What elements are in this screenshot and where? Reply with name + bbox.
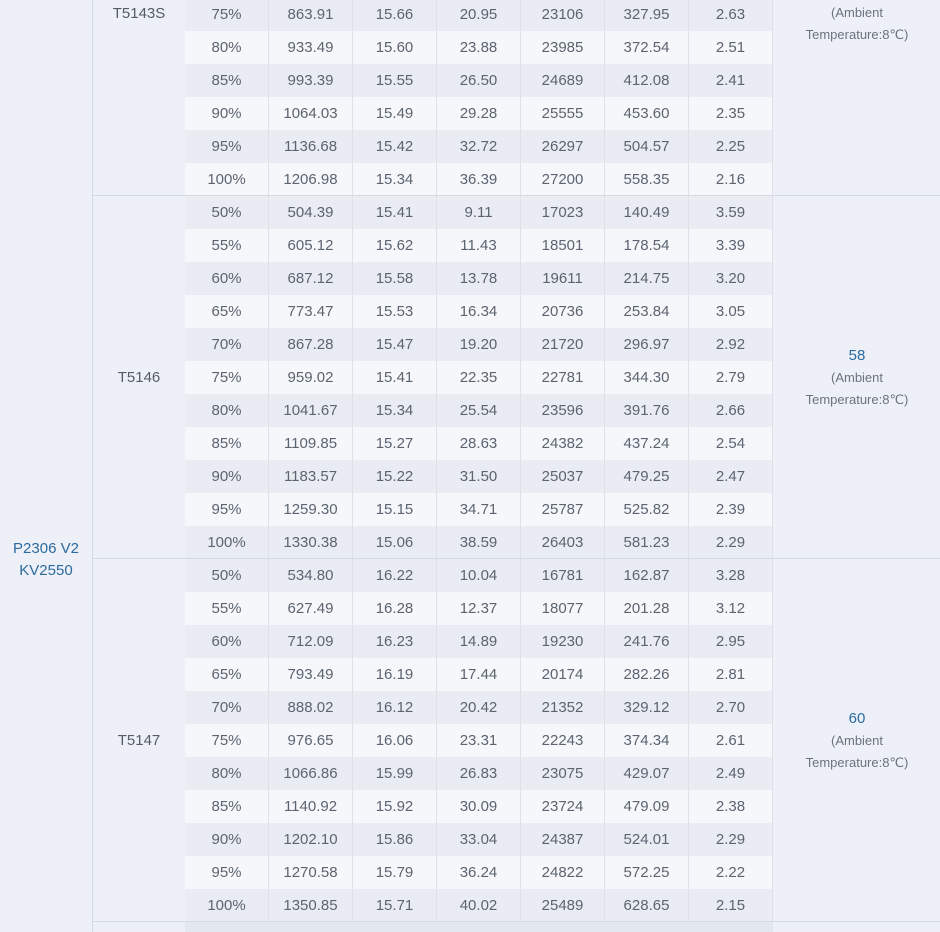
table-cell: 479.09 (605, 790, 689, 823)
table-cell: 524.01 (605, 823, 689, 856)
table-cell: 15.34 (353, 394, 437, 427)
table-cell: 201.28 (605, 592, 689, 625)
table-cell: 15.62 (353, 229, 437, 262)
table-cell: 25489 (521, 889, 605, 922)
temperature-cell (774, 559, 940, 922)
table-cell: 16.19 (353, 658, 437, 691)
table-cell: 15.41 (353, 196, 437, 229)
table-cell: 80% (185, 757, 269, 790)
table-cell: 1041.67 (269, 394, 353, 427)
table-cell: 24689 (521, 64, 605, 97)
table-row (185, 361, 773, 394)
table-cell: 2.39 (689, 493, 773, 526)
table-cell: 412.08 (605, 64, 689, 97)
table-cell: 85% (185, 64, 269, 97)
table-row (185, 658, 773, 691)
table-row (185, 889, 773, 922)
propeller-name: T5143S (112, 5, 166, 22)
temperature-cell (774, 196, 940, 559)
table-cell: 25555 (521, 97, 605, 130)
table-cell: 13.78 (437, 262, 521, 295)
table-cell: 1206.98 (269, 163, 353, 196)
table-cell: 2.29 (689, 526, 773, 559)
table-cell: 80% (185, 394, 269, 427)
table-cell: 95% (185, 493, 269, 526)
table-cell: 504.39 (269, 196, 353, 229)
table-cell: 24822 (521, 856, 605, 889)
table-cell: 2.66 (689, 394, 773, 427)
table-row (185, 31, 773, 64)
table-cell: 2.22 (689, 856, 773, 889)
prop-group (93, 0, 940, 196)
table-cell: 9.11 (437, 196, 521, 229)
prop-group (93, 196, 940, 559)
table-cell: 23596 (521, 394, 605, 427)
table-cell: 25037 (521, 460, 605, 493)
table-cell: 2.38 (689, 790, 773, 823)
table-cell: 16.06 (353, 724, 437, 757)
table-cell: 25.54 (437, 394, 521, 427)
temperature-note: (Ambient (830, 5, 884, 20)
table-cell: 3.12 (689, 592, 773, 625)
table-cell: 60% (185, 262, 269, 295)
table-cell: 15.92 (353, 790, 437, 823)
table-cell: 22243 (521, 724, 605, 757)
table-cell: 773.47 (269, 295, 353, 328)
table-cell: 16781 (521, 559, 605, 592)
table-cell: 581.23 (605, 526, 689, 559)
table-cell: 100% (185, 889, 269, 922)
table-cell: 15.79 (353, 856, 437, 889)
table-cell: 15.42 (353, 130, 437, 163)
table-cell: 888.02 (269, 691, 353, 724)
temperature-note: (Ambient (830, 369, 884, 385)
table-cell: 628.65 (605, 889, 689, 922)
table-cell: 40.02 (437, 889, 521, 922)
table-cell: 344.30 (605, 361, 689, 394)
motor-kv-rating: KV2550 (19, 562, 73, 579)
table-row (185, 163, 773, 196)
table-row (185, 625, 773, 658)
table-cell: 2.61 (689, 724, 773, 757)
table-cell: 32.72 (437, 130, 521, 163)
table-cell: 19611 (521, 262, 605, 295)
temperature-value: 60 (848, 709, 866, 727)
table-cell: 65% (185, 295, 269, 328)
table-cell: 100% (185, 163, 269, 196)
table-cell: 2.95 (689, 625, 773, 658)
table-cell: 17.44 (437, 658, 521, 691)
table-cell: 15.41 (353, 361, 437, 394)
table-cell: 20174 (521, 658, 605, 691)
table-cell: 70% (185, 691, 269, 724)
table-cell: 23.88 (437, 31, 521, 64)
table-cell: 525.82 (605, 493, 689, 526)
table-cell: 15.49 (353, 97, 437, 130)
table-cell: 253.84 (605, 295, 689, 328)
table-cell: 26297 (521, 130, 605, 163)
table-cell: 3.59 (689, 196, 773, 229)
table-cell: 296.97 (605, 328, 689, 361)
table-cell: 34.71 (437, 493, 521, 526)
table-cell: 993.39 (269, 64, 353, 97)
table-row (185, 97, 773, 130)
table-cell: 16.23 (353, 625, 437, 658)
table-cell: 18077 (521, 592, 605, 625)
table-row (185, 394, 773, 427)
table-cell: 23075 (521, 757, 605, 790)
table-cell: 976.65 (269, 724, 353, 757)
table-row (185, 724, 773, 757)
table-cell: 329.12 (605, 691, 689, 724)
table-cell: 95% (185, 130, 269, 163)
table-cell: 1202.10 (269, 823, 353, 856)
table-cell: 16.28 (353, 592, 437, 625)
table-cell: 19230 (521, 625, 605, 658)
table-cell: 1064.03 (269, 97, 353, 130)
table-cell: 15.22 (353, 460, 437, 493)
table-cell: 36.39 (437, 163, 521, 196)
table-row (185, 196, 773, 229)
table-cell: 178.54 (605, 229, 689, 262)
table-cell: 374.34 (605, 724, 689, 757)
table-cell: 3.28 (689, 559, 773, 592)
table-cell: 479.25 (605, 460, 689, 493)
table-cell: 214.75 (605, 262, 689, 295)
table-cell: 162.87 (605, 559, 689, 592)
table-cell: 20.42 (437, 691, 521, 724)
table-cell: 23106 (521, 0, 605, 31)
next-row-stub (185, 922, 773, 932)
table-cell: 2.16 (689, 163, 773, 196)
table-cell: 23985 (521, 31, 605, 64)
table-cell: 2.79 (689, 361, 773, 394)
table-cell: 16.34 (437, 295, 521, 328)
table-cell: 372.54 (605, 31, 689, 64)
table-row (185, 493, 773, 526)
table-cell: 90% (185, 97, 269, 130)
table-cell: 2.92 (689, 328, 773, 361)
table-cell: 241.76 (605, 625, 689, 658)
table-cell: 90% (185, 460, 269, 493)
table-cell: 1066.86 (269, 757, 353, 790)
table-cell: 50% (185, 559, 269, 592)
table-cell: 140.49 (605, 196, 689, 229)
temperature-note: (Ambient (830, 732, 884, 748)
table-cell: 22.35 (437, 361, 521, 394)
table-cell: 85% (185, 790, 269, 823)
table-cell: 15.55 (353, 64, 437, 97)
temperature-value: 58 (848, 346, 866, 364)
table-cell: 80% (185, 31, 269, 64)
table-cell: 29.28 (437, 97, 521, 130)
table-cell: 627.49 (269, 592, 353, 625)
table-cell: 1136.68 (269, 130, 353, 163)
table-cell: 95% (185, 856, 269, 889)
table-cell: 2.15 (689, 889, 773, 922)
table-cell: 26403 (521, 526, 605, 559)
temperature-note: Temperature:8℃) (805, 27, 909, 42)
table-cell: 20736 (521, 295, 605, 328)
table-cell: 55% (185, 592, 269, 625)
table-cell: 36.24 (437, 856, 521, 889)
table-cell: 18501 (521, 229, 605, 262)
motor-model-name: P2306 V2 (13, 540, 79, 557)
table-cell: 793.49 (269, 658, 353, 691)
table-cell: 15.58 (353, 262, 437, 295)
table-cell: 15.06 (353, 526, 437, 559)
table-cell: 2.81 (689, 658, 773, 691)
motor-model-cell (0, 186, 93, 932)
table-cell: 22781 (521, 361, 605, 394)
table-cell: 959.02 (269, 361, 353, 394)
table-cell: 2.41 (689, 64, 773, 97)
table-row (185, 460, 773, 493)
table-cell: 31.50 (437, 460, 521, 493)
table-cell: 21720 (521, 328, 605, 361)
table-cell: 391.76 (605, 394, 689, 427)
table-cell: 687.12 (269, 262, 353, 295)
table-cell: 2.25 (689, 130, 773, 163)
table-cell: 2.63 (689, 0, 773, 31)
table-row (185, 790, 773, 823)
table-cell: 15.66 (353, 0, 437, 31)
table-cell: 20.95 (437, 0, 521, 31)
table-cell: 327.95 (605, 0, 689, 31)
table-cell: 70% (185, 328, 269, 361)
table-cell: 1109.85 (269, 427, 353, 460)
table-row (185, 856, 773, 889)
table-cell: 38.59 (437, 526, 521, 559)
table-cell: 75% (185, 361, 269, 394)
table-cell: 15.15 (353, 493, 437, 526)
temperature-cell (774, 0, 940, 196)
table-cell: 26.50 (437, 64, 521, 97)
table-cell: 75% (185, 724, 269, 757)
temperature-note: Temperature:8℃) (805, 391, 909, 407)
table-cell: 21352 (521, 691, 605, 724)
temperature-note: Temperature:8℃) (805, 754, 909, 770)
table-row (185, 526, 773, 559)
table-cell: 1350.85 (269, 889, 353, 922)
table-cell: 1259.30 (269, 493, 353, 526)
table-cell: 3.20 (689, 262, 773, 295)
table-cell: 504.57 (605, 130, 689, 163)
table-cell: 19.20 (437, 328, 521, 361)
table-cell: 23.31 (437, 724, 521, 757)
table-cell: 15.86 (353, 823, 437, 856)
table-cell: 3.05 (689, 295, 773, 328)
table-cell: 27200 (521, 163, 605, 196)
table-cell: 24382 (521, 427, 605, 460)
table-cell: 14.89 (437, 625, 521, 658)
table-cell: 1183.57 (269, 460, 353, 493)
table-cell: 605.12 (269, 229, 353, 262)
table-cell: 933.49 (269, 31, 353, 64)
propeller-name: T5147 (117, 732, 161, 749)
table-cell: 50% (185, 196, 269, 229)
table-cell: 15.99 (353, 757, 437, 790)
table-row (185, 592, 773, 625)
table-cell: 282.26 (605, 658, 689, 691)
table-cell: 867.28 (269, 328, 353, 361)
propeller-name: T5146 (117, 369, 161, 386)
table-cell: 712.09 (269, 625, 353, 658)
table-cell: 429.07 (605, 757, 689, 790)
table-cell: 15.53 (353, 295, 437, 328)
table-cell: 24387 (521, 823, 605, 856)
table-row (185, 823, 773, 856)
table-row (185, 0, 773, 31)
table-row (185, 328, 773, 361)
table-cell: 15.47 (353, 328, 437, 361)
table-cell: 1140.92 (269, 790, 353, 823)
table-cell: 90% (185, 823, 269, 856)
table-cell: 85% (185, 427, 269, 460)
table-cell: 2.47 (689, 460, 773, 493)
table-cell: 25787 (521, 493, 605, 526)
table-cell: 15.60 (353, 31, 437, 64)
table-cell: 534.80 (269, 559, 353, 592)
table-cell: 572.25 (605, 856, 689, 889)
table-cell: 2.70 (689, 691, 773, 724)
table-cell: 33.04 (437, 823, 521, 856)
prop-group (93, 559, 940, 922)
table-row (185, 295, 773, 328)
table-row (185, 427, 773, 460)
table-row (185, 64, 773, 97)
table-cell: 2.35 (689, 97, 773, 130)
table-cell: 2.29 (689, 823, 773, 856)
table-cell: 10.04 (437, 559, 521, 592)
table-cell: 1330.38 (269, 526, 353, 559)
table-cell: 15.27 (353, 427, 437, 460)
table-cell: 17023 (521, 196, 605, 229)
table-cell: 2.54 (689, 427, 773, 460)
table-row (185, 229, 773, 262)
table-cell: 453.60 (605, 97, 689, 130)
table-cell: 60% (185, 625, 269, 658)
table-cell: 15.34 (353, 163, 437, 196)
table-cell: 75% (185, 0, 269, 31)
table-cell: 2.51 (689, 31, 773, 64)
table-cell: 12.37 (437, 592, 521, 625)
table-cell: 23724 (521, 790, 605, 823)
table-row (185, 559, 773, 592)
table-cell: 2.49 (689, 757, 773, 790)
table-cell: 3.39 (689, 229, 773, 262)
table-cell: 65% (185, 658, 269, 691)
table-cell: 26.83 (437, 757, 521, 790)
table-cell: 28.63 (437, 427, 521, 460)
table-cell: 1270.58 (269, 856, 353, 889)
table-cell: 437.24 (605, 427, 689, 460)
table-cell: 55% (185, 229, 269, 262)
table-cell: 558.35 (605, 163, 689, 196)
table-row (185, 130, 773, 163)
table-row (185, 757, 773, 790)
table-cell: 11.43 (437, 229, 521, 262)
table-row (185, 691, 773, 724)
table-cell: 100% (185, 526, 269, 559)
table-cell: 15.71 (353, 889, 437, 922)
table-row (185, 262, 773, 295)
table-cell: 16.22 (353, 559, 437, 592)
table-cell: 863.91 (269, 0, 353, 31)
table-cell: 16.12 (353, 691, 437, 724)
table-cell: 30.09 (437, 790, 521, 823)
